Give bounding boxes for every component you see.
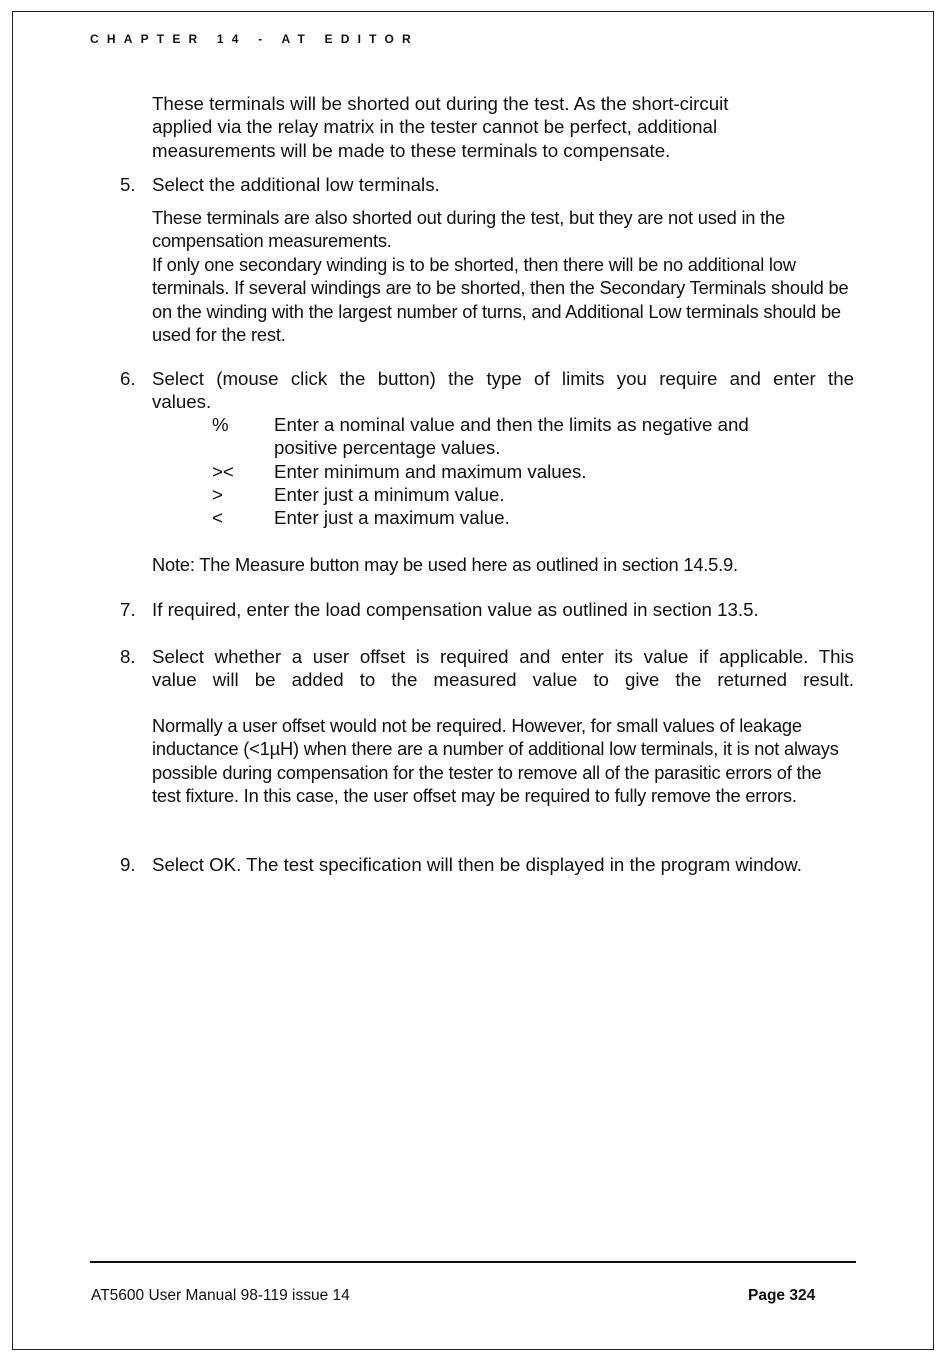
limit-symbol-maximum: <: [212, 507, 223, 528]
step-7-number: 7.: [120, 599, 136, 620]
footer-manual-title: AT5600 User Manual 98-119 issue 14: [91, 1287, 350, 1304]
step-6-text-line-2: values.: [152, 391, 212, 412]
step-5-paragraph-2: If only one secondary winding is to be shorted, then there will be no additional low terminals. If several windings are to be shorted, then the Secondary Terminals should be on the winding with the largest number of turns, and Additional Low terminals should be used for the rest.: [152, 254, 849, 345]
step-7-text: If required, enter the load compensation value as outlined in section 13.5.: [152, 599, 759, 620]
limit-symbol-percent: %: [212, 414, 229, 435]
limit-symbol-range: ><: [212, 461, 234, 482]
limit-description-percent: Enter a nominal value and then the limits as negative and positive percentage values.: [274, 414, 749, 459]
step-8-text-line-1: Select whether a user offset is required and enter its value if applicable. This: [152, 646, 854, 667]
step-6-number: 6.: [120, 368, 136, 389]
limit-symbol-minimum: >: [212, 484, 223, 505]
step-5-text: Select the additional low terminals.: [152, 174, 440, 195]
step-6-text-line-1: Select (mouse click the button) the type of limits you require and enter the: [152, 368, 854, 389]
chapter-header: CHAPTER 14 - AT EDITOR: [90, 32, 419, 46]
limit-description-maximum: Enter just a maximum value.: [274, 507, 510, 528]
limit-description-minimum: Enter just a minimum value.: [274, 484, 505, 505]
step-9-number: 9.: [120, 854, 136, 875]
footer-rule: [90, 1261, 856, 1263]
step-5-paragraph-1: These terminals are also shorted out during the test, but they are not used in the compensation measurements.: [152, 207, 785, 252]
intro-paragraph: These terminals will be shorted out during the test. As the short-circuit applied via the relay matrix in the tester cannot be perfect, additional measurements will be made to these terminals to compensate.: [152, 93, 729, 161]
step-8-text-line-2: value will be added to the measured value to give the returned result.: [152, 669, 854, 690]
step-9-text: Select OK. The test specification will then be displayed in the program window.: [152, 854, 802, 875]
footer-page-number: Page 324: [748, 1287, 816, 1304]
step-8-number: 8.: [120, 646, 136, 667]
step-6-note: Note: The Measure button may be used here as outlined in section 14.5.9.: [152, 554, 738, 575]
step-5-number: 5.: [120, 174, 136, 195]
limit-description-range: Enter minimum and maximum values.: [274, 461, 587, 482]
step-8-paragraph: Normally a user offset would not be required. However, for small values of leakage inductance (<1µH) when there are a number of additional low terminals, it is not always possible during compensation for the tester to remove all of the parasitic errors of the test fixture. In this case, the user offset may be required to fully remove the errors.: [152, 715, 839, 806]
